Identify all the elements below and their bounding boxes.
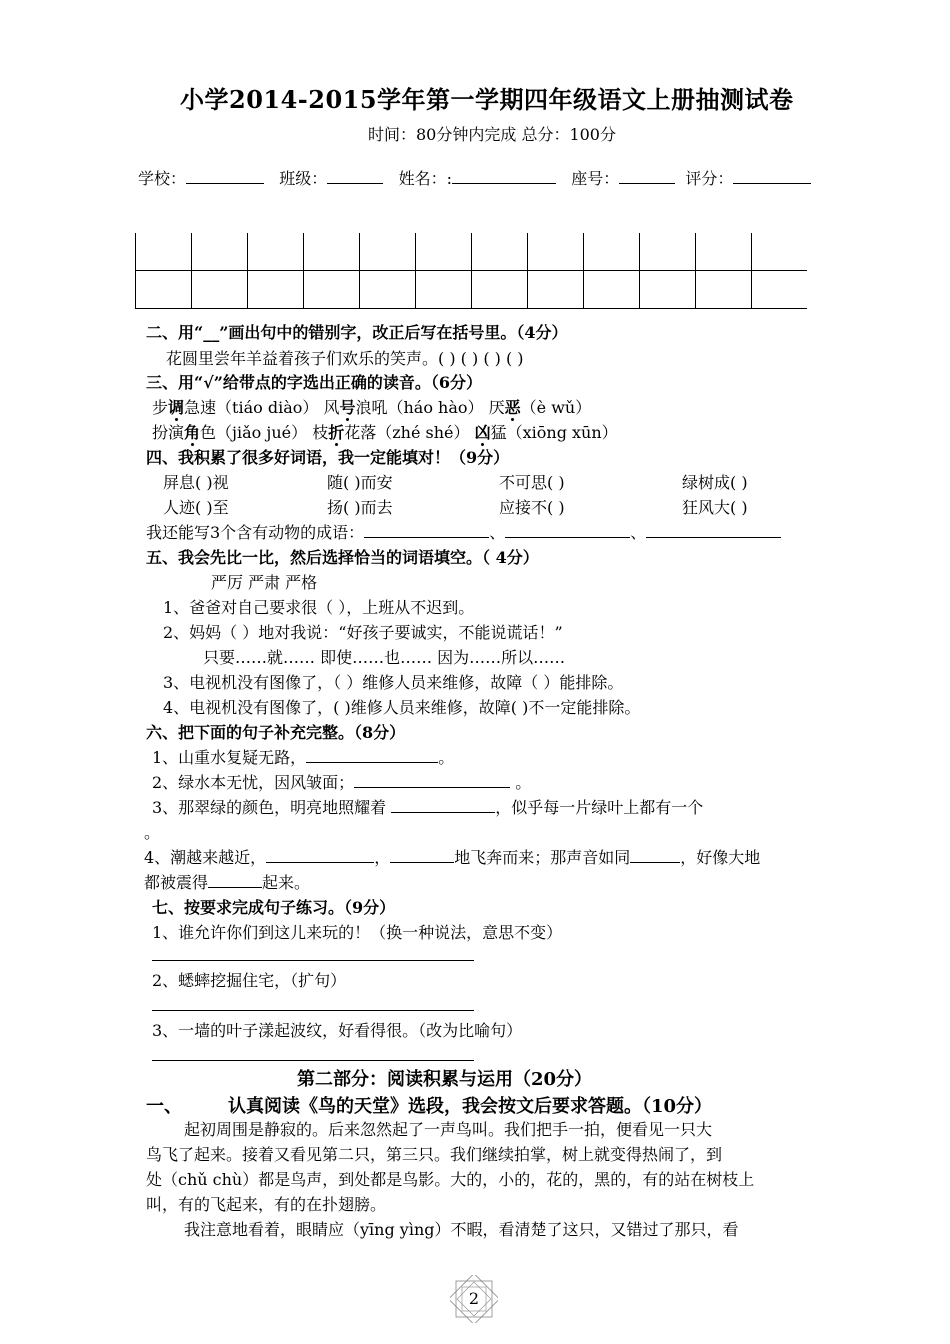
section-3-row-2 <box>152 420 618 443</box>
question: 1、爸爸对自己要求很（ ），上班从不迟到。 <box>163 598 475 617</box>
question: 3、电视机没有图像了，（ ）维修人员来维修，故障（ ）能排除。 <box>163 673 624 692</box>
grid-cell[interactable] <box>248 233 304 271</box>
grid-cell[interactable] <box>472 233 528 271</box>
grid-cell[interactable] <box>752 233 808 271</box>
reading-heading <box>146 1092 712 1118</box>
text: 、 <box>630 523 647 542</box>
name-blank[interactable] <box>452 167 556 184</box>
text: 急速（tiáo diào） 风 <box>184 398 340 417</box>
idiom-fill: 狂风大( ) <box>682 498 748 517</box>
answer-blank[interactable] <box>391 796 495 813</box>
question <box>152 795 703 818</box>
text: 我还能写3个含有动物的成语： <box>146 523 365 542</box>
text: 色（jiǎo jué） 枝 <box>200 423 329 442</box>
text: 3、那翠绿的颜色，明亮地照耀着 <box>152 798 387 817</box>
text: 都被震得 <box>144 873 209 892</box>
grid-cell[interactable] <box>360 233 416 271</box>
student-info-line <box>138 166 811 189</box>
text: 2、绿水本无忧，因风皱面； <box>152 773 355 792</box>
passage-line: 我注意地看着，眼睛应（yīng yìng）不暇，看清楚了这只，又错过了那只，看 <box>184 1220 739 1239</box>
dotted-char: 凶 <box>474 423 491 442</box>
section-6-heading: 六、把下面的句子补充完整。（8分） <box>146 723 406 742</box>
grid-cell[interactable] <box>416 233 472 271</box>
reading-number: 一、 <box>146 1096 182 1117</box>
page-number: 2 <box>468 1289 480 1308</box>
answer-line[interactable] <box>152 960 474 961</box>
question: 4、电视机没有图像了，( )维修人员来维修，故障( )不一定能排除。 <box>163 698 641 717</box>
answer-line[interactable] <box>152 1060 474 1061</box>
section-5-heading: 五、我会先比一比，然后选择恰当的词语填空。（ 4分） <box>146 548 539 567</box>
section-2-heading: 二、用“__”画出句中的错别字，改正后写在括号里。（4分） <box>146 323 568 342</box>
question: 1、谁允许你们到这儿来玩的！（换一种说法，意思不变） <box>152 923 563 942</box>
exam-title: 小学2014-2015学年第一学期四年级语文上册抽测试卷 <box>180 85 794 114</box>
text: 。 <box>438 748 455 767</box>
school-blank[interactable] <box>186 167 264 184</box>
question <box>144 845 760 868</box>
grid-cell[interactable] <box>192 271 248 309</box>
answer-blank[interactable] <box>630 846 680 863</box>
grid-cell[interactable] <box>248 271 304 309</box>
answer-blank[interactable] <box>354 771 510 788</box>
word-choices-2: 只要……就…… 即使……也…… 因为……所以…… <box>203 648 566 667</box>
grid-cell[interactable] <box>752 271 808 309</box>
grid-cell[interactable] <box>472 271 528 309</box>
grid-cell[interactable] <box>304 271 360 309</box>
grid-cell[interactable] <box>528 233 584 271</box>
score-blank[interactable] <box>733 167 811 184</box>
animal-idiom-line <box>146 520 781 543</box>
text: 花落（zhé shé） <box>344 423 475 442</box>
question: 2、妈妈（ ）地对我说：“好孩子要诚实，不能说谎话！” <box>163 623 563 642</box>
dotted-char: 恶 <box>504 398 521 417</box>
answer-blank[interactable] <box>266 846 374 863</box>
text: ，好像大地 <box>680 848 761 867</box>
grid-cell[interactable] <box>696 233 752 271</box>
question-continued <box>144 870 310 893</box>
question <box>152 745 454 768</box>
answer-blank[interactable] <box>364 521 489 538</box>
reading-title: 认真阅读《鸟的天堂》选段，我会按文后要求答题。（10分） <box>228 1096 713 1117</box>
dotted-char: 折 <box>328 423 345 442</box>
grid-cell[interactable] <box>360 271 416 309</box>
grid-cell[interactable] <box>192 233 248 271</box>
section-3-heading: 三、用“√”给带点的字选出正确的读音。（6分） <box>146 373 483 392</box>
text: 扮演 <box>152 423 185 442</box>
grid-cell[interactable] <box>584 271 640 309</box>
text: 。 <box>515 773 532 792</box>
score-label: 评分： <box>685 169 734 188</box>
section-7-heading: 七、按要求完成句子练习。（9分） <box>152 898 396 917</box>
grid-cell[interactable] <box>136 233 192 271</box>
answer-blank[interactable] <box>306 746 438 763</box>
text: 猛（xiōng xūn） <box>490 423 618 442</box>
answer-line[interactable] <box>152 1010 474 1011</box>
page-number-badge <box>450 1275 498 1323</box>
class-label: 班级： <box>279 169 328 188</box>
seat-blank[interactable] <box>619 167 675 184</box>
idiom-fill: 人迹( )至 <box>163 498 229 517</box>
question: 3、一墙的叶子漾起波纹，好看得很。（改为比喻句） <box>152 1021 523 1040</box>
answer-blank[interactable] <box>208 871 262 888</box>
school-label: 学校： <box>138 169 187 188</box>
grid-cell[interactable] <box>416 271 472 309</box>
section-4-heading: 四、我积累了很多好词语，我一定能填对！（9分） <box>146 448 510 467</box>
class-blank[interactable] <box>327 167 383 184</box>
idiom-fill: 屏息( )视 <box>163 473 229 492</box>
name-label: 姓名：: <box>398 169 452 188</box>
text: 4、潮越来越近， <box>144 848 267 867</box>
writing-grid <box>135 233 807 309</box>
dotted-char: 角 <box>184 423 201 442</box>
text: 浪吼（háo hào） 厌 <box>355 398 505 417</box>
question <box>152 770 531 793</box>
text: 1、山重水复疑无路， <box>152 748 307 767</box>
dotted-char: 调 <box>168 398 185 417</box>
seat-label: 座号： <box>571 169 620 188</box>
grid-cell[interactable] <box>640 271 696 309</box>
section-3-row-1 <box>152 395 591 418</box>
part-2-title: 第二部分：阅读积累与运用（20分） <box>297 1069 593 1090</box>
idiom-fill: 应接不( ) <box>499 498 565 517</box>
passage-line: 鸟飞了起来。接着又看见第二只，第三只。我们继续拍掌，树上就变得热闹了，到 <box>146 1145 723 1164</box>
grid-cell[interactable] <box>528 271 584 309</box>
grid-cell[interactable] <box>304 233 360 271</box>
text: 起来。 <box>262 873 311 892</box>
text: ， <box>374 848 391 867</box>
word-choices-1: 严厉 严肃 严格 <box>211 573 318 592</box>
exam-subtitle: 时间：80分钟内完成 总分：100分 <box>368 125 616 144</box>
grid-cell[interactable] <box>136 271 192 309</box>
answer-blank[interactable] <box>505 521 630 538</box>
text: 地飞奔而来；那声音如同 <box>454 848 631 867</box>
text: ，似乎每一片绿叶上都有一个 <box>495 798 704 817</box>
section-2-sentence: 花圆里尝年羊益着孩子们欢乐的笑声。( ) ( ) ( ) ( ) <box>166 349 524 368</box>
text: 、 <box>489 523 506 542</box>
idiom-fill: 不可思( ) <box>499 473 565 492</box>
passage-line: 处（chǔ chù）都是鸟声，到处都是鸟影。大的，小的，花的，黑的，有的站在树枝上 <box>146 1170 755 1189</box>
text: （è wǔ） <box>520 398 592 417</box>
idiom-fill: 绿树成( ) <box>682 473 748 492</box>
grid-cell[interactable] <box>696 271 752 309</box>
answer-blank[interactable] <box>646 521 781 538</box>
dotted-char: 号 <box>339 398 356 417</box>
text: 。 <box>144 823 161 842</box>
passage-line: 起初周围是静寂的。后来忽然起了一声鸟叫。我们把手一拍，便看见一只大 <box>184 1120 713 1139</box>
text: 步 <box>152 398 169 417</box>
idiom-fill: 随( )而安 <box>327 473 393 492</box>
question: 2、蟋蟀挖掘住宅，（扩句） <box>152 971 347 990</box>
answer-blank[interactable] <box>390 846 454 863</box>
passage-line: 叫，有的飞起来，有的在扑翅膀。 <box>146 1195 387 1214</box>
grid-cell[interactable] <box>584 233 640 271</box>
idiom-fill: 扬( )而去 <box>327 498 393 517</box>
grid-cell[interactable] <box>640 233 696 271</box>
